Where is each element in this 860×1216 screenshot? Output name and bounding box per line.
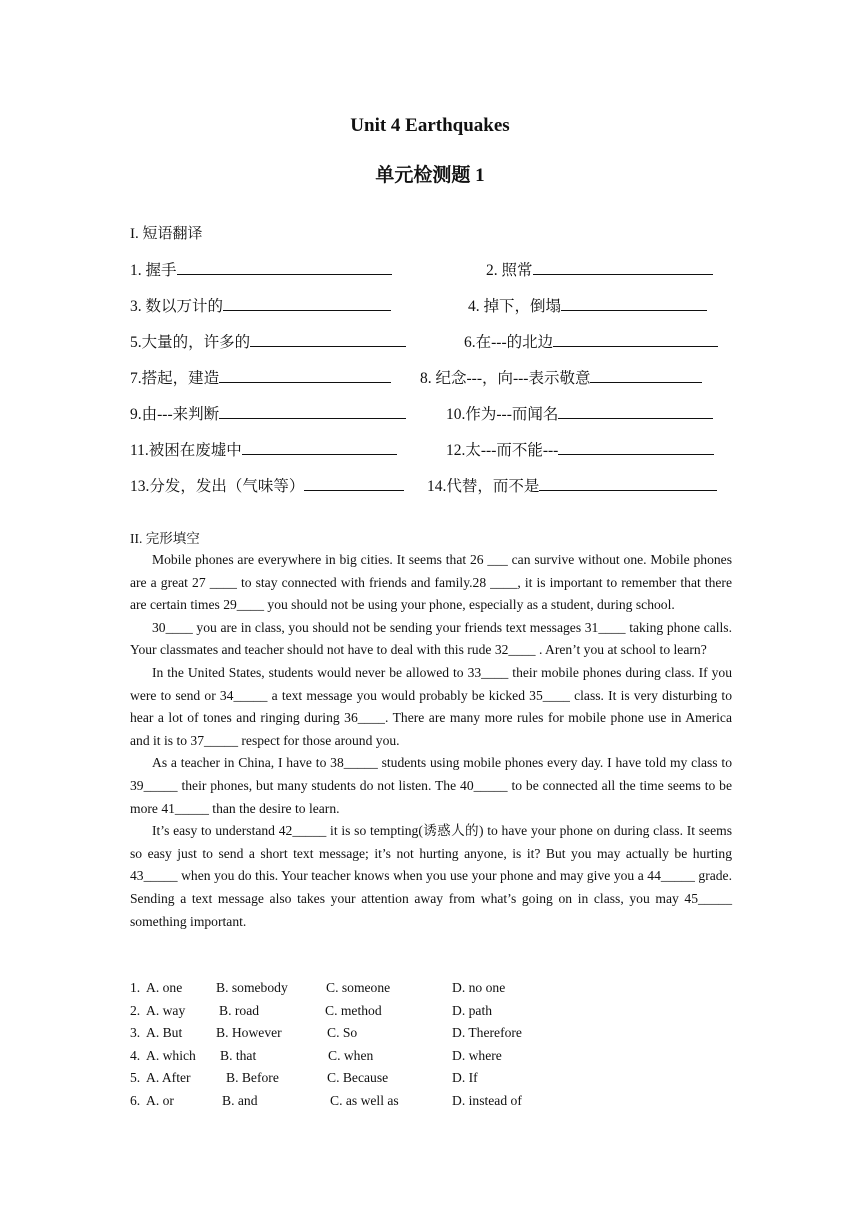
phrase-label: 1. 握手 [130,262,177,279]
option-d[interactable]: D. where [452,1047,502,1063]
option-b[interactable]: B. However [216,1025,282,1041]
passage-paragraph: In the United States, students would never be allowed to 33____ their mobile phones during class. If you were to send or 34_____ a text message you would probably be kicked 35____ class. It is very disturbing to hear a lot of tones and ringing during 36____. There are many more rules for mobile phone use in America and it is to 37_____ respect for those around you. [130,664,732,748]
phrase-label: 6.在---的北边 [464,334,554,351]
answer-blank[interactable] [242,439,397,455]
option-row [130,1067,730,1090]
answer-blank[interactable] [223,295,391,311]
answer-blank[interactable] [539,475,717,491]
phrase-row [130,474,735,500]
option-c[interactable]: C. So [327,1025,358,1041]
option-b[interactable]: B. Before [226,1070,279,1086]
option-a[interactable]: A. But [146,1025,183,1041]
phrase-label: 2. 照常 [486,262,533,279]
option-a[interactable]: A. which [146,1047,196,1063]
phrase-label: 3. 数以万计的 [130,298,224,315]
phrase-item [130,258,392,280]
question-number: 5. [130,1070,141,1086]
phrase-item [130,330,406,352]
option-d[interactable]: D. If [452,1070,478,1086]
question-number: 6. [130,1092,141,1108]
phrase-label: 13.分发，发出（气味等） [130,478,305,495]
question-number: 2. [130,1002,141,1018]
option-a[interactable]: A. or [146,1092,174,1108]
passage-paragraph: Mobile phones are everywhere in big cities. It seems that 26 ___ can survive without one. Mobile phones are a great 27 ____ to stay connected with friends and family.28 ____, it is important to remember that there are certain times 29____ you should not be using your phone, especially as a student, during school. [130,552,732,613]
phrase-item [130,438,397,460]
section1-heading: I. 短语翻译 [130,226,203,242]
phrase-item [130,402,406,424]
phrase-item [420,366,702,388]
document-title: Unit 4 Earthquakes [350,115,510,136]
passage-paragraph: As a teacher in China, I have to 38_____ students using mobile phones every day. I have told my class to 39_____ their phones, but many students do not listen. The 40_____ to be connected all the time seems to be more 41_____ than the desire to learn. [130,755,732,816]
option-row [130,1022,730,1045]
answer-blank[interactable] [177,259,392,275]
option-row [130,1000,730,1023]
option-a[interactable]: A. way [146,1002,186,1018]
option-c[interactable]: C. someone [326,980,391,995]
option-d[interactable]: D. no one [452,980,506,995]
phrase-item [446,438,714,460]
phrase-item [130,294,391,316]
question-number: 1. [130,980,141,995]
phrase-row [130,402,735,428]
phrase-row [130,438,735,464]
option-row [130,1045,730,1068]
answer-blank[interactable] [553,331,718,347]
answer-blank[interactable] [533,259,713,275]
option-b[interactable]: B. that [220,1047,257,1063]
answer-blank[interactable] [558,439,714,455]
cloze-passage [130,549,732,933]
phrase-row [130,294,735,320]
answer-blank[interactable] [561,295,707,311]
phrase-item [464,330,718,352]
phrase-label: 4. 掉下，倒塌 [468,298,562,315]
phrase-row [130,330,735,356]
answer-blank[interactable] [590,367,702,383]
phrase-label: 7.搭起，建造 [130,370,220,387]
phrase-label: 8. 纪念---，向---表示敬意 [420,370,591,387]
passage-paragraph: It’s easy to understand 42_____ it is so tempting(诱惑人的) to have your phone on during class. It seems so easy just to send a short text message; it’s not hurting anyone, is it? But you may actually be hurting 43_____ when you do this. Your teacher knows when you use your phone and may give you a 44_____ grade. Sending a text message also takes your attention away from what’s going on in class, you may 45_____ something important. [130,823,732,929]
option-c[interactable]: C. method [325,1002,382,1018]
option-b[interactable]: B. somebody [216,980,288,995]
option-a[interactable]: A. one [146,980,183,995]
phrase-label: 14.代替，而不是 [427,478,540,495]
option-c[interactable]: C. when [328,1047,374,1063]
question-number: 4. [130,1047,141,1063]
answer-options [130,977,730,1113]
phrase-item [486,258,713,280]
option-d[interactable]: D. instead of [452,1092,522,1108]
option-row [130,977,730,1000]
phrase-row [130,258,735,284]
phrase-item [130,474,404,496]
option-row [130,1090,730,1113]
option-d[interactable]: D. Therefore [452,1025,522,1041]
option-b[interactable]: B. road [219,1002,260,1018]
option-b[interactable]: B. and [222,1092,258,1108]
option-c[interactable]: C. Because [327,1070,389,1086]
answer-blank[interactable] [558,403,713,419]
phrase-label: 9.由---来判断 [130,406,220,423]
phrase-item [427,474,717,496]
phrase-label: 11.被困在废墟中 [130,442,242,459]
answer-blank[interactable] [250,331,406,347]
document-subtitle: 单元检测题 1 [375,165,485,186]
phrase-row [130,366,735,392]
question-number: 3. [130,1025,141,1041]
answer-blank[interactable] [219,367,391,383]
section2-heading: II. 完形填空 [130,531,200,546]
option-d[interactable]: D. path [452,1002,493,1018]
option-c[interactable]: C. as well as [330,1092,399,1108]
passage-paragraph: 30____ you are in class, you should not be sending your friends text messages 31____ taking phone calls. Your classmates and teacher should not have to deal with this rude 32____ . Aren’t you at school to learn? [130,619,732,658]
phrase-label: 10.作为---而闻名 [446,406,559,423]
answer-blank[interactable] [304,475,404,491]
phrase-label: 12.太---而不能--- [446,442,559,459]
phrase-item [468,294,707,316]
answer-blank[interactable] [219,403,406,419]
phrase-item [446,402,713,424]
phrase-item [130,366,391,388]
option-a[interactable]: A. After [146,1070,191,1086]
phrase-label: 5.大量的，许多的 [130,334,251,351]
